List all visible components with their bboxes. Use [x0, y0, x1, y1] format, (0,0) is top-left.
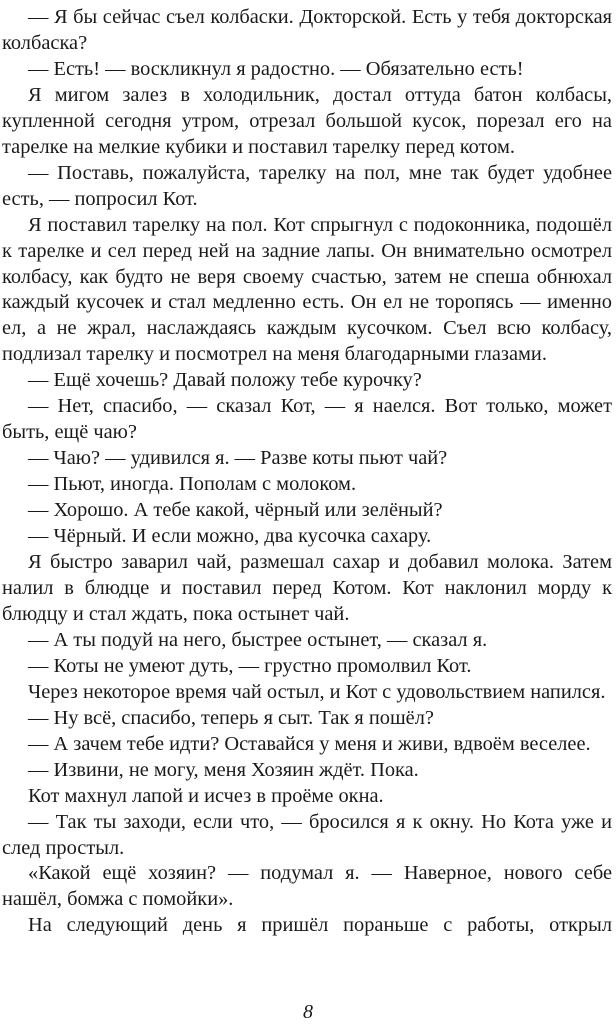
paragraph: Кот махнул лапой и исчез в проёме окна.	[28, 784, 384, 807]
paragraph: — Ещё хочешь? Давай положу тебе курочку?	[28, 369, 422, 392]
paragraph: — Я бы сейчас съел колбаски. Докторской. Есть у тебя докторская колбаска?	[2, 6, 612, 54]
paragraph: — Ну всё, спасибо, теперь я сыт. Так я пошёл?	[28, 706, 434, 729]
paragraph: — Нет, спасибо, — сказал Кот, — я наелся. Вот только, может быть, ещё чаю?	[2, 395, 612, 444]
paragraph: — Есть! — воскликнул я радостно. — Обязательно есть!	[28, 57, 524, 80]
paragraph: «Какой ещё хозяин? — подумал я. — Наверное, нового себе нашёл, бомжа с помойки».	[2, 862, 612, 911]
page-number: 8	[303, 1001, 313, 1023]
paragraph: — Чёрный. И если можно, два кусочка сахару.	[28, 525, 432, 548]
paragraph: — Извини, не могу, меня Хозяин ждёт. Пока.	[28, 758, 419, 781]
paragraph: — Так ты заходи, если что, — бросился я к окну. Но Кота уже и след простыл.	[2, 810, 612, 859]
paragraph: Я быстро заварил чай, размешал сахар и добавил молока. Затем налил в блюдце и поставил перед Котом. Кот наклонил морду к блюдцу и стал ждать, пока остынет чай.	[2, 551, 612, 625]
paragraph: — А зачем тебе идти? Оставайся у меня и живи, вдвоём веселее.	[28, 732, 591, 755]
paragraph: Я поставил тарелку на пол. Кот спрыгнул с подоконника, подошёл к тарелке и сел перед ней на задние лапы. Он внимательно осмотрел колбасу, как будто не веря своему счастью, затем не спеша обнюхал каждый кусочек и стал медленно есть. Он ел не торопясь — именно ел, а не жрал, наслаждаясь каждым кусочком. Съел всю колбасу, подлизал тарелку и посмотрел на меня благодарными глазами.	[2, 213, 612, 366]
paragraph: — Чаю? — удивился я. — Разве коты пьют чай?	[28, 447, 448, 470]
paragraph: — Поставь, пожалуйста, тарелку на пол, мне так будет удобнее есть, — попросил Кот.	[2, 161, 612, 210]
paragraph: — Хорошо. А тебе какой, чёрный или зелёный?	[28, 499, 443, 522]
paragraph: На следующий день я пришёл пораньше с работы, открыл	[28, 914, 612, 937]
paragraph: — А ты подуй на него, быстрее остынет, — сказал я.	[28, 628, 488, 651]
paragraph: — Пьют, иногда. Пополам с молоком.	[28, 473, 357, 496]
paragraph: Я мигом залез в холодильник, достал оттуда батон колбасы, купленной сегодня утром, отрезал большой кусок, порезал его на тарелке на мелкие кубики и поставил тарелку перед котом.	[2, 83, 612, 158]
paragraph: — Коты не умеют дуть, — грустно промолвил Кот.	[28, 654, 472, 677]
paragraph: Через некоторое время чай остыл, и Кот с удовольствием напился.	[28, 680, 606, 703]
text-body	[2, 5, 612, 939]
